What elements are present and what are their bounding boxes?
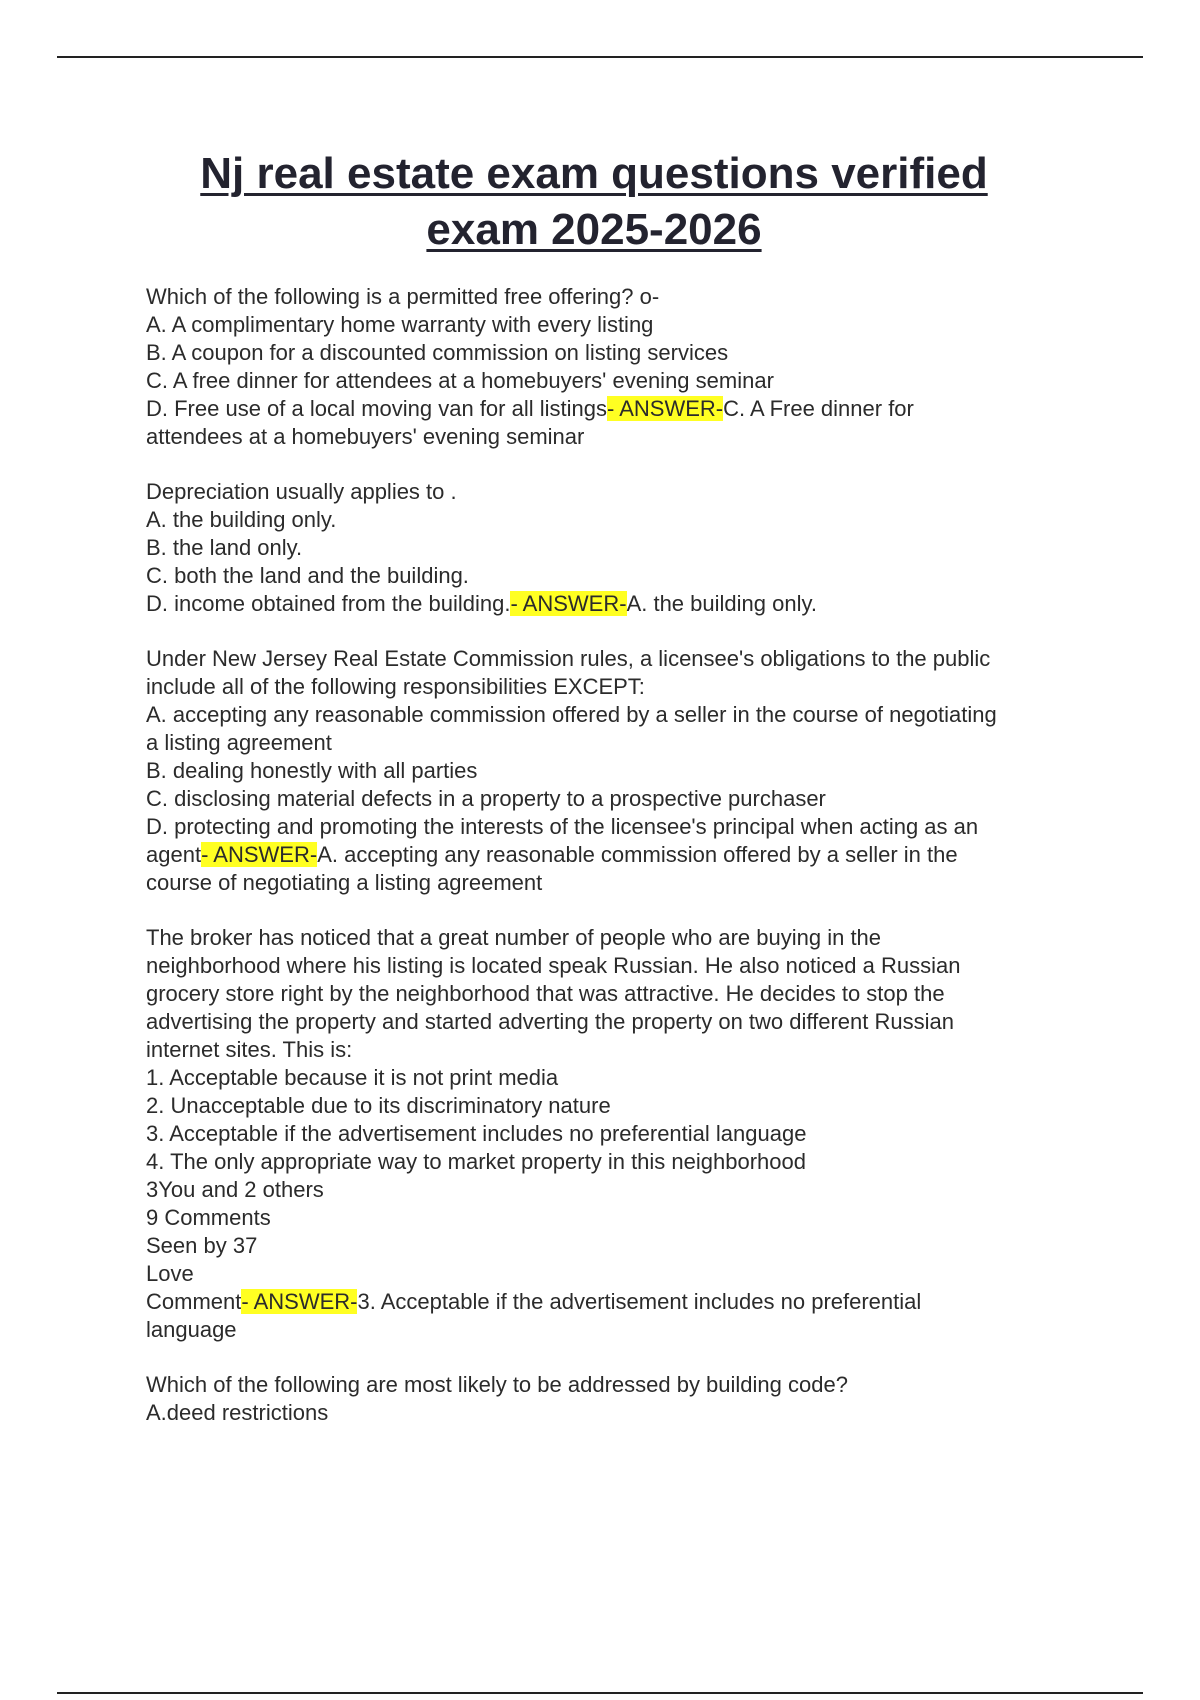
answer-continuation: language [146,1317,237,1342]
answer-marker-highlight: - ANSWER- [201,842,318,867]
option-line: 3. Acceptable if the advertisement includes no preferential language [146,1121,807,1146]
option-line: A. the building only. [146,507,337,532]
document-title [110,146,1078,258]
option-text: D. Free use of a local moving van for all listings [146,396,607,421]
answer-text: A. the building only. [626,591,817,616]
question-line: neighborhood where his listing is located speak Russian. He also noticed a Russian [146,953,961,978]
bottom-rule [57,1692,1143,1694]
option-line: A. accepting any reasonable commission offered by a seller in the course of negotiating [146,702,997,727]
option-line: C. both the land and the building. [146,563,469,588]
question-line: Which of the following are most likely to be addressed by building code? [146,1372,848,1397]
stray-text-line: 3You and 2 others [146,1177,324,1202]
stray-text-line: 9 Comments [146,1205,271,1230]
option-text: agent [146,842,202,867]
option-line: D. protecting and promoting the interests of the licensee's principal when acting as an [146,814,979,839]
question-line: advertising the property and started adverting the property on two different Russian [146,1009,954,1034]
option-line: B. dealing honestly with all parties [146,758,478,783]
question-line: grocery store right by the neighborhood that was attractive. He decides to stop the [146,981,945,1006]
option-line: a listing agreement [146,730,332,755]
answer-line [146,1288,1086,1316]
question-block [146,1371,1086,1427]
option-line: 4. The only appropriate way to market property in this neighborhood [146,1149,806,1174]
question-line: Under New Jersey Real Estate Commission rules, a licensee's obligations to the public [146,646,991,671]
question-line: include all of the following responsibilities EXCEPT: [146,674,645,699]
question-line: internet sites. This is: [146,1037,353,1062]
question-line: Depreciation usually applies to . [146,479,457,504]
question-block [146,283,1086,451]
answer-continuation: attendees at a homebuyers' evening seminar [146,424,585,449]
question-line: Which of the following is a permitted free offering? o- [146,284,660,309]
option-line: B. A coupon for a discounted commission on listing services [146,340,729,365]
answer-line [146,590,1086,618]
answer-marker-highlight: - ANSWER- [510,591,627,616]
answer-line [146,841,1086,869]
answer-text: 3. Acceptable if the advertisement includes no preferential [357,1289,922,1314]
option-line: 2. Unacceptable due to its discriminatory nature [146,1093,611,1118]
answer-text: C. A Free dinner for [723,396,914,421]
option-text: D. income obtained from the building. [146,591,511,616]
title-line-2: exam 2025-2026 [426,205,762,254]
answer-marker-highlight: - ANSWER- [241,1289,358,1314]
option-line: A.deed restrictions [146,1400,329,1425]
answer-text: A. accepting any reasonable commission offered by a seller in the [317,842,958,867]
stray-text-line: Love [146,1261,194,1286]
question-block [146,924,1086,1344]
answer-marker-highlight: - ANSWER- [606,396,724,421]
option-line: B. the land only. [146,535,303,560]
stray-text-line: Seen by 37 [146,1233,258,1258]
question-block [146,478,1086,618]
question-line: The broker has noticed that a great number of people who are buying in the [146,925,882,950]
answer-line [146,395,1086,423]
option-line: C. A free dinner for attendees at a homebuyers' evening seminar [146,368,774,393]
question-block [146,645,1086,897]
answer-continuation: course of negotiating a listing agreement [146,870,543,895]
option-line: 1. Acceptable because it is not print media [146,1065,559,1090]
option-line: C. disclosing material defects in a property to a prospective purchaser [146,786,826,811]
title-line-1: Nj real estate exam questions verified [200,149,988,198]
top-rule [57,56,1143,58]
option-line: A. A complimentary home warranty with every listing [146,312,654,337]
document-body [146,283,1086,1454]
option-text: Comment [146,1289,242,1314]
